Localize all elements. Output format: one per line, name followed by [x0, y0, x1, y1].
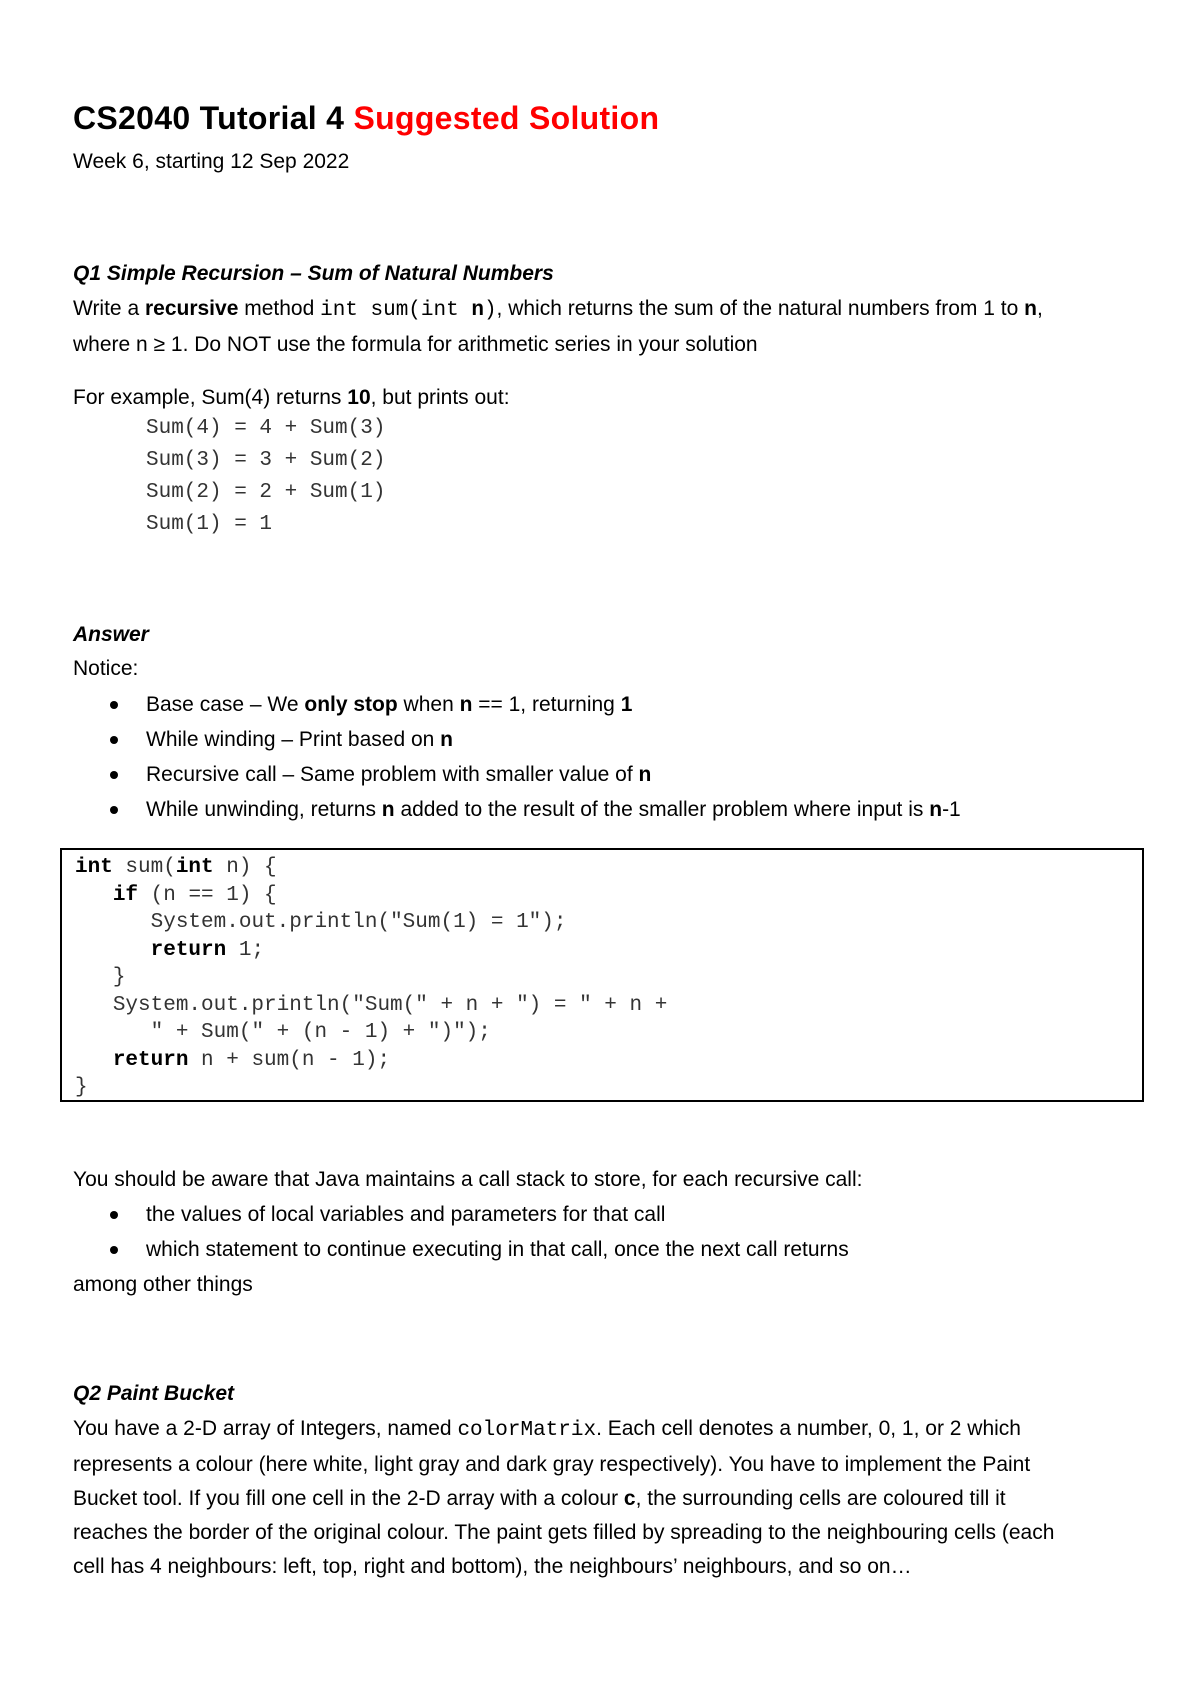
q1-example-intro: For example, Sum(4) returns 10, but prints out: [73, 386, 510, 409]
list-item: Recursive call – Same problem with smaller value of n [73, 757, 961, 792]
code-line: int sum(int n) { [75, 856, 277, 879]
page-title [73, 100, 659, 137]
example-line: Sum(4) = 4 + Sum(3) [146, 417, 386, 440]
q2-line2: represents a colour (here white, light gray and dark gray respectively). You have to implement the Paint [73, 1453, 1031, 1476]
stack-note-intro: You should be aware that Java maintains a call stack to store, for each recursive call: [73, 1168, 863, 1191]
example-line: Sum(2) = 2 + Sum(1) [146, 481, 386, 504]
example-line: Sum(1) = 1 [146, 513, 273, 536]
bullet-icon [110, 736, 118, 744]
example-line: Sum(3) = 3 + Sum(2) [146, 449, 386, 472]
q1-line2: where n ≥ 1. Do NOT use the formula for arithmetic series in your solution [73, 333, 758, 356]
list-item: which statement to continue executing in that call, once the next call returns [73, 1232, 849, 1267]
title-course: CS2040 Tutorial 4 [73, 100, 345, 136]
title-highlight: Suggested Solution [353, 100, 660, 136]
q1-line1: Write a recursive method int sum(int n), which returns the sum of the natural numbers from 1 to n, [73, 297, 1043, 322]
code-line: return 1; [150, 938, 265, 962]
bullet-icon [110, 701, 118, 709]
code-line: if (n == 1) { [112, 883, 277, 907]
page-subtitle: Week 6, starting 12 Sep 2022 [73, 150, 350, 173]
q2-line5: cell has 4 neighbours: left, top, right and bottom), the neighbours’ neighbours, and so on… [73, 1555, 912, 1578]
q2-line1: You have a 2-D array of Integers, named colorMatrix. Each cell denotes a number, 0, 1, or 2 which [73, 1417, 1021, 1442]
code-line: " + Sum(" + (n - 1) + ")"); [150, 1021, 491, 1044]
bullet-icon [110, 806, 118, 814]
code-line: } [112, 966, 126, 989]
code-line: } [75, 1076, 88, 1099]
list-item: While unwinding, returns n added to the result of the smaller problem where input is n-1 [73, 792, 961, 827]
bullet-icon [110, 1211, 118, 1219]
q1-example-output [146, 413, 385, 541]
list-item: Base case – We only stop when n == 1, returning 1 [73, 687, 961, 722]
code-listing [75, 854, 667, 1102]
bullet-icon [110, 771, 118, 779]
code-line: System.out.println("Sum(1) = 1"); [150, 911, 567, 934]
q2-line3: Bucket tool. If you fill one cell in the 2-D array with a colour c, the surrounding cells are coloured till it [73, 1487, 1006, 1510]
q2-line4: reaches the border of the original colour. The paint gets filled by spreading to the neighbouring cells (each [73, 1521, 1055, 1544]
q2-paragraph [73, 1412, 1054, 1584]
q1-heading: Q1 Simple Recursion – Sum of Natural Numbers [73, 262, 554, 285]
q2-heading: Q2 Paint Bucket [73, 1382, 235, 1405]
q1-paragraph [73, 292, 1043, 362]
stack-note-bullet-list [73, 1197, 849, 1267]
code-block [60, 848, 1144, 1102]
list-item: the values of local variables and parameters for that call [73, 1197, 849, 1232]
answer-bullet-list [73, 687, 961, 827]
bullet-icon [110, 1246, 118, 1254]
answer-heading: Answer [73, 623, 149, 646]
stack-note-outro: among other things [73, 1273, 253, 1296]
code-line: return n + sum(n - 1); [112, 1048, 391, 1072]
code-line: System.out.println("Sum(" + n + ") = " + n + [112, 993, 668, 1017]
list-item: While winding – Print based on n [73, 722, 961, 757]
answer-notice: Notice: [73, 657, 139, 680]
